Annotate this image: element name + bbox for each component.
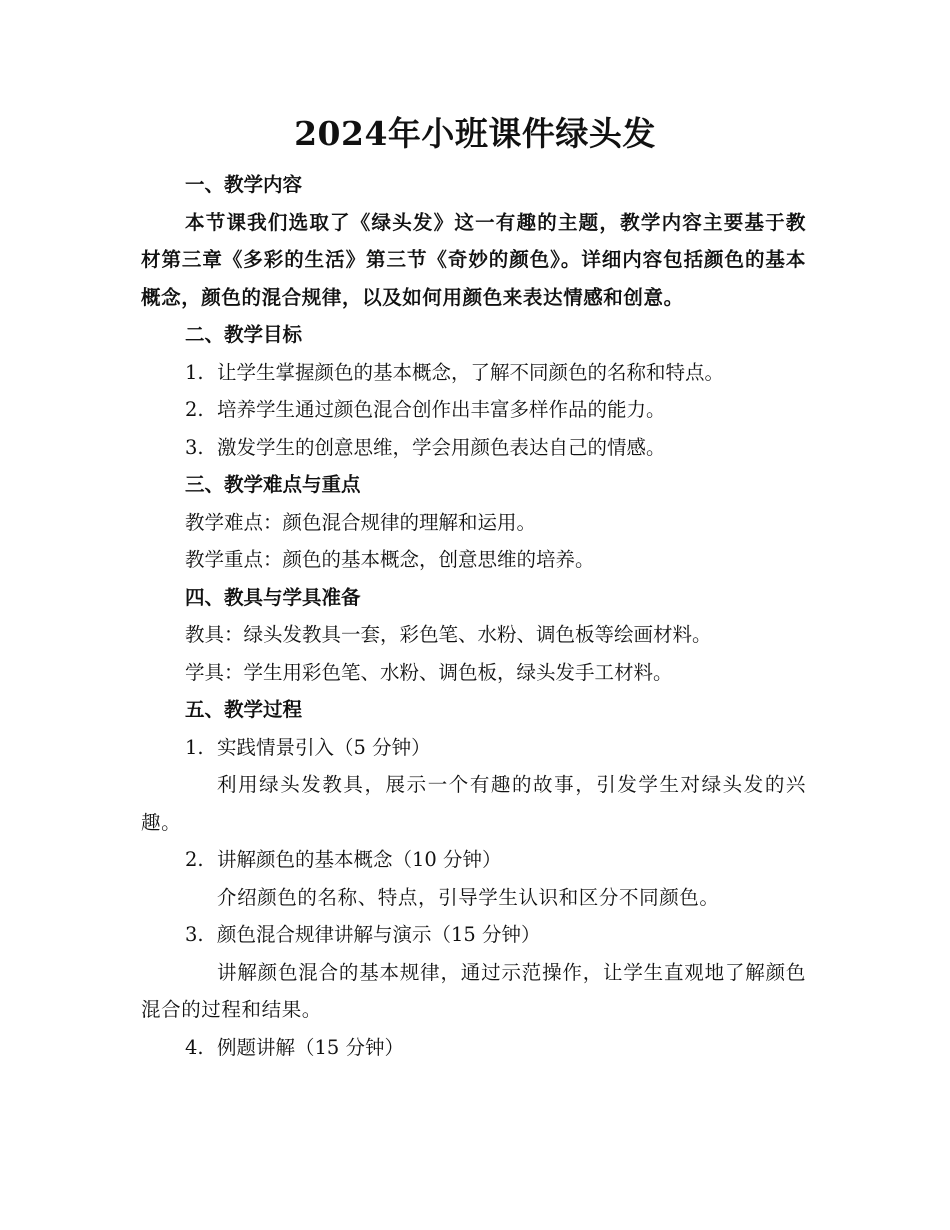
list-item-text: 激发学生的创意思维，学会用颜色表达自己的情感。 — [217, 435, 666, 459]
step-title-text: 颜色混合规律讲解与演示（15 分钟） — [217, 923, 541, 946]
text-line: 教具：绿头发教具一套，彩色笔、水粉、调色板等绘画材料。 — [185, 623, 712, 646]
section-heading: 二、教学目标 — [185, 323, 303, 346]
step-number: 4. — [185, 1035, 204, 1059]
step-title — [141, 1029, 806, 1067]
section-heading: 三、教学难点与重点 — [185, 473, 361, 496]
step-detail: 讲解颜色混合的基本规律，通过示范操作，让学生直观地了解颜色混合的过程和结果。 — [141, 960, 806, 1021]
step-number: 2. — [185, 848, 204, 871]
document-title: 2024年小班课件绿头发 — [294, 114, 656, 153]
list-item-number: 1. — [185, 360, 204, 384]
text-line: 教学重点：颜色的基本概念，创意思维的培养。 — [185, 548, 595, 571]
step-title — [141, 729, 806, 767]
list-item-text: 培养学生通过颜色混合创作出丰富多样作品的能力。 — [217, 398, 666, 421]
list-item-number: 3. — [185, 435, 204, 459]
step-number: 3. — [185, 923, 204, 946]
list-item — [141, 429, 806, 467]
section-heading: 五、教学过程 — [185, 698, 303, 721]
text-line: 学具：学生用彩色笔、水粉、调色板，绿头发手工材料。 — [185, 660, 673, 684]
section-heading: 四、教具与学具准备 — [185, 585, 361, 609]
step-detail: 介绍颜色的名称、特点，引导学生认识和区分不同颜色。 — [217, 885, 720, 909]
step-title — [141, 916, 806, 954]
list-item-number: 2. — [185, 398, 204, 421]
document-body — [141, 166, 806, 1066]
step-detail: 利用绿头发教具，展示一个有趣的故事，引发学生对绿头发的兴趣。 — [141, 773, 806, 834]
section-heading: 一、教学内容 — [185, 173, 303, 196]
text-line: 教学难点：颜色混合规律的理解和运用。 — [185, 510, 537, 534]
step-number: 1. — [185, 735, 204, 759]
list-item-text: 让学生掌握颜色的基本概念，了解不同颜色的名称和特点。 — [217, 360, 725, 384]
list-item — [141, 391, 806, 429]
step-title-text: 实践情景引入（5 分钟） — [217, 735, 431, 759]
step-title-text: 讲解颜色的基本概念（10 分钟） — [217, 848, 502, 871]
step-title-text: 例题讲解（15 分钟） — [217, 1035, 405, 1059]
list-item — [141, 354, 806, 392]
section-paragraph: 本节课我们选取了《绿头发》这一有趣的主题，教学内容主要基于教材第三章《多彩的生活》第三节《奇妙的颜色》。详细内容包括颜色的基本概念，颜色的混合规律，以及如何用颜色来表达情感和创意。 — [141, 210, 806, 309]
step-title — [141, 841, 806, 879]
